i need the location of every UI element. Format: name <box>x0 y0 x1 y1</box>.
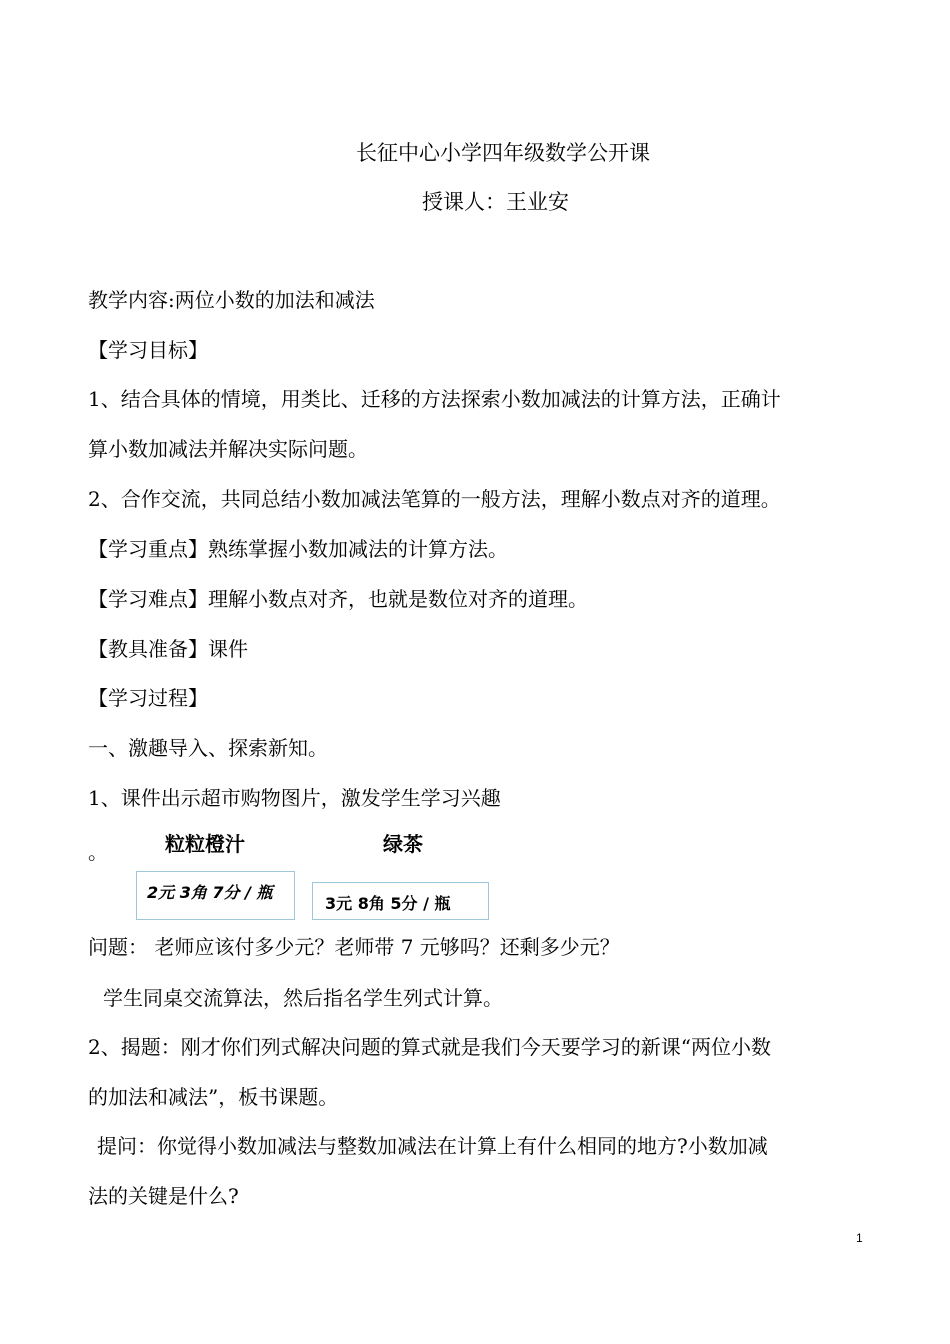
teacher-line: 授课人：王业安 <box>422 190 569 214</box>
tea-name: 绿茶 <box>383 832 423 856</box>
step-2-line-b: 的加法和减法”，板书课题。 <box>88 1085 339 1109</box>
stray-period: 。 <box>88 840 108 864</box>
step-1-1: 1、课件出示超市购物图片，激发学生学习兴趣 <box>88 786 501 810</box>
ask-line-b: 法的关键是什么? <box>88 1184 239 1208</box>
goal-2: 2、合作交流，共同总结小数加减法笔算的一般方法，理解小数点对齐的道理。 <box>88 487 781 511</box>
juice-price-box <box>136 871 295 920</box>
tea-price: 3元 8角 5分 / 瓶 <box>325 894 451 913</box>
juice-name: 粒粒橙汁 <box>165 832 245 856</box>
tea-price-box <box>312 882 489 920</box>
question: 问题： 老师应该付多少元？老师带 7 元够吗？还剩多少元？ <box>88 935 620 959</box>
juice-price: 2元 3角 7分 / 瓶 <box>147 883 273 902</box>
discussion: 学生同桌交流算法，然后指名学生列式计算。 <box>103 986 503 1010</box>
key-point: 【学习重点】熟练掌握小数加减法的计算方法。 <box>88 537 508 561</box>
goal-heading: 【学习目标】 <box>88 338 208 362</box>
goal-1-line-b: 算小数加减法并解决实际问题。 <box>88 437 368 461</box>
page-number: 1 <box>856 1231 863 1245</box>
difficulty-point: 【学习难点】理解小数点对齐，也就是数位对齐的道理。 <box>88 587 588 611</box>
teaching-content: 教学内容:两位小数的加法和减法 <box>88 288 375 312</box>
process-heading: 【学习过程】 <box>88 686 208 710</box>
goal-1-line-a: 1、结合具体的情境，用类比、迁移的方法探索小数加减法的计算方法，正确计 <box>88 387 781 411</box>
ask-line-a: 提问：你觉得小数加减法与整数加减法在计算上有什么相同的地方?小数加减 <box>97 1134 768 1158</box>
teaching-tools: 【教具准备】课件 <box>88 637 248 661</box>
step-2-line-a: 2、揭题：刚才你们列式解决问题的算式就是我们今天要学习的新课“两位小数 <box>88 1035 771 1059</box>
step-1: 一、激趣导入、探索新知。 <box>88 736 328 760</box>
document-title: 长征中心小学四年级数学公开课 <box>356 141 650 165</box>
